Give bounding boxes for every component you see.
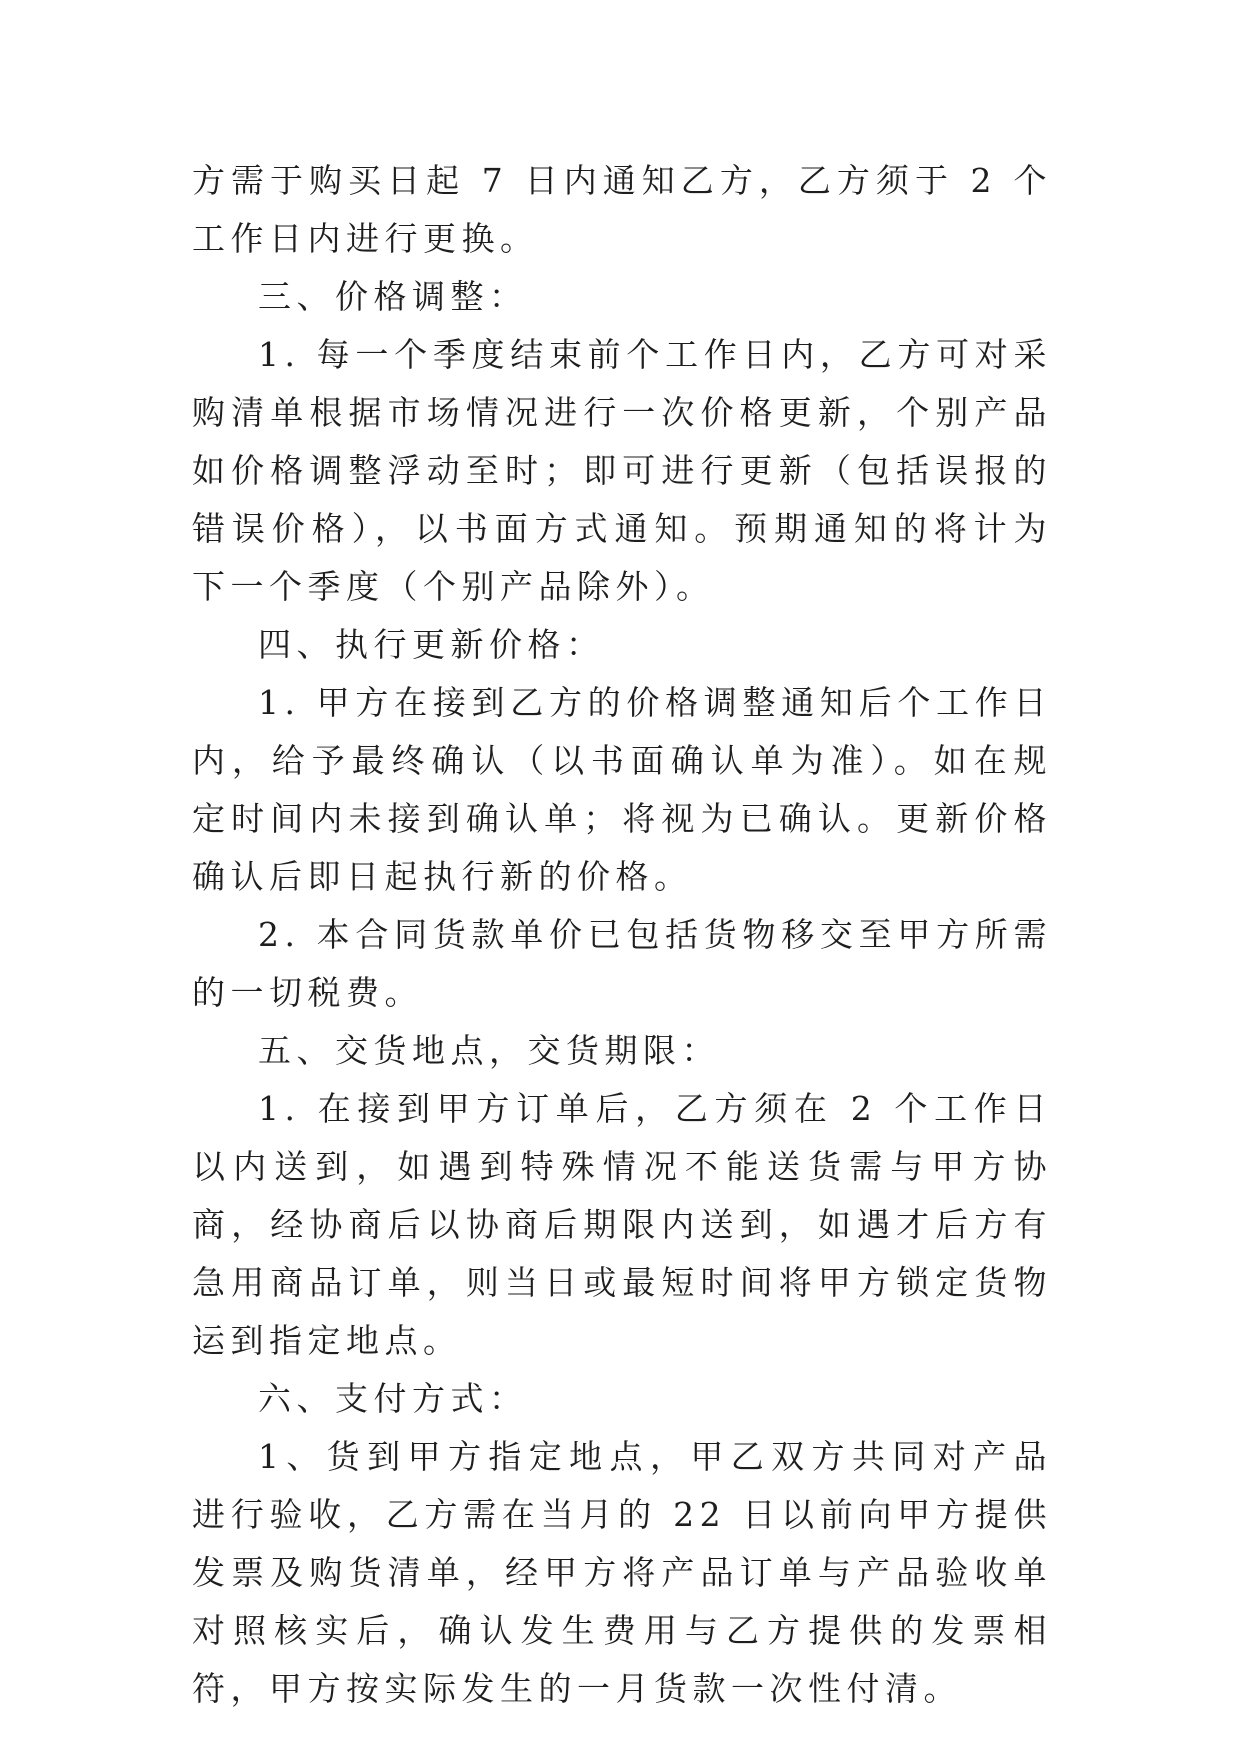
paragraph-execute-new-price-2: 2. 本合同货款单价已包括货物移交至甲方所需的一切税费。 — [192, 915, 1052, 1012]
section-heading-execute-new-price: 四、执行更新价格： — [258, 625, 605, 664]
section-heading-payment: 六、支付方式： — [258, 1379, 528, 1418]
section-heading-delivery: 五、交货地点，交货期限： — [258, 1031, 720, 1070]
paragraph-price-adjustment-1: 1. 每一个季度结束前个工作日内，乙方可对采购清单根据市场情况进行一次价格更新，个别产品如价格调整浮动至时；即可进行更新（包括误报的错误价格），以书面方式通知。预期通知的将计为下一个季度（个别产品除外）。 — [192, 335, 1052, 606]
section-heading-price-adjustment: 三、价格调整： — [258, 277, 528, 316]
paragraph-continuation: 方需于购买日起 7 日内通知乙方，乙方须于 2 个工作日内进行更换。 — [192, 161, 1052, 258]
paragraph-payment-1: 1、货到甲方指定地点，甲乙双方共同对产品进行验收，乙方需在当月的 22 日以前向甲方提供发票及购货清单，经甲方将产品订单与产品验收单对照核实后，确认发生费用与乙方提供的发票相符，甲方按实际发生的一月货款一次性付清。 — [192, 1437, 1052, 1708]
paragraph-delivery-1: 1. 在接到甲方订单后，乙方须在 2 个工作日以内送到，如遇到特殊情况不能送货需与甲方协商，经协商后以协商后期限内送到，如遇才后方有急用商品订单，则当日或最短时间将甲方锁定货物运到指定地点。 — [192, 1089, 1052, 1360]
paragraph-execute-new-price-1: 1. 甲方在接到乙方的价格调整通知后个工作日内，给予最终确认（以书面确认单为准）。如在规定时间内未接到确认单；将视为已确认。更新价格确认后即日起执行新的价格。 — [192, 683, 1052, 896]
document-body — [192, 152, 1052, 1718]
